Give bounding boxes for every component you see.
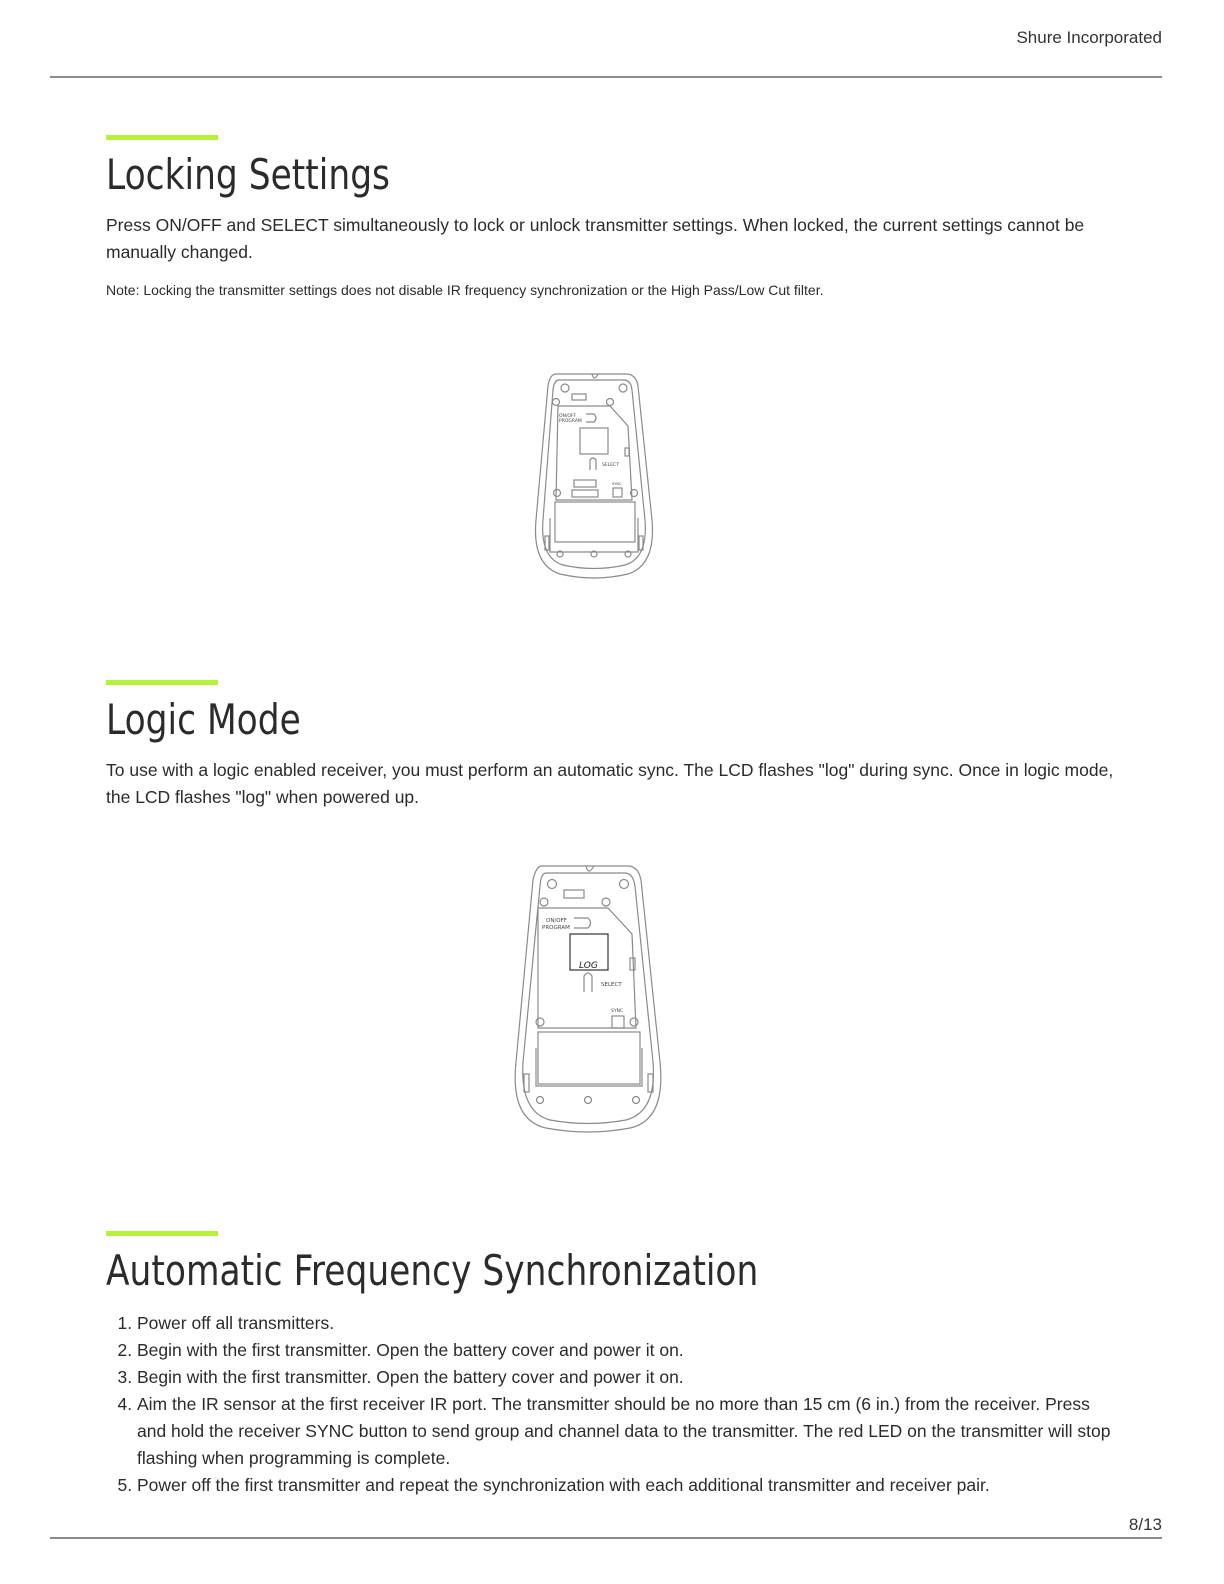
section-frequency-sync (106, 1231, 1116, 1499)
transmitter-diagram-logic (508, 862, 668, 1134)
fig2-label-select: SELECT (601, 982, 622, 988)
section-note: Note: Locking the transmitter settings does not disable IR frequency synchronization or the High Pass/Low Cut filter. (106, 282, 824, 298)
section-logic-mode (106, 680, 1116, 811)
section-accent-bar (106, 680, 218, 685)
section-body: To use with a logic enabled receiver, you must perform an automatic sync. The LCD flashes "log" during sync. Once in logic mode, the LCD flashes "log" when powered up. (106, 760, 1114, 807)
fig1-label-on-off: ON/OFF (559, 414, 577, 419)
section-accent-bar (106, 135, 218, 140)
footer-divider (50, 1537, 1162, 1539)
list-item: 1. Power off all transmitters. (137, 1310, 1116, 1337)
fig1-label-program: PROGRAM (559, 419, 582, 424)
list-item: 3. Begin with the first transmitter. Open the battery cover and power it on. (137, 1364, 1116, 1391)
company-name: Shure Incorporated (1016, 28, 1162, 47)
fig2-label-sync: SYNC (611, 1009, 624, 1014)
section-accent-bar (106, 1231, 218, 1236)
section-title: Logic Mode (106, 695, 301, 744)
header-divider (50, 76, 1162, 78)
transmitter-diagram-lock (528, 370, 660, 580)
page-number: 8/13 (1128, 1515, 1162, 1534)
section-body: Press ON/OFF and SELECT simultaneously to lock or unlock transmitter settings. When locked, the current settings cannot be manually changed. (106, 215, 1085, 262)
section-title: Automatic Frequency Synchronization (106, 1246, 759, 1295)
sync-steps-list (78, 1310, 1116, 1499)
section-locking-settings (106, 135, 1116, 300)
list-item: 5. Power off the first transmitter and repeat the synchronization with each additional transmitter and receiver pair. (137, 1472, 1116, 1499)
fig2-label-program: PROGRAM (542, 925, 570, 931)
fig2-label-on-off: ON/OFF (546, 918, 567, 924)
list-item: 2. Begin with the first transmitter. Open the battery cover and power it on. (137, 1337, 1116, 1364)
fig2-lcd-text: LOG (579, 961, 598, 971)
fig1-label-sync: SYNC (612, 482, 622, 486)
list-item: 4. Aim the IR sensor at the first receiver IR port. The transmitter should be no more than 15 cm (6 in.) from the receiver. Press and hold the receiver SYNC button to send group and channel data to the transmitter. The red LED on the transmitter will stop flashing when programming is complete. (137, 1391, 1116, 1472)
fig1-label-select: SELECT (602, 463, 619, 468)
section-title: Locking Settings (106, 150, 391, 199)
